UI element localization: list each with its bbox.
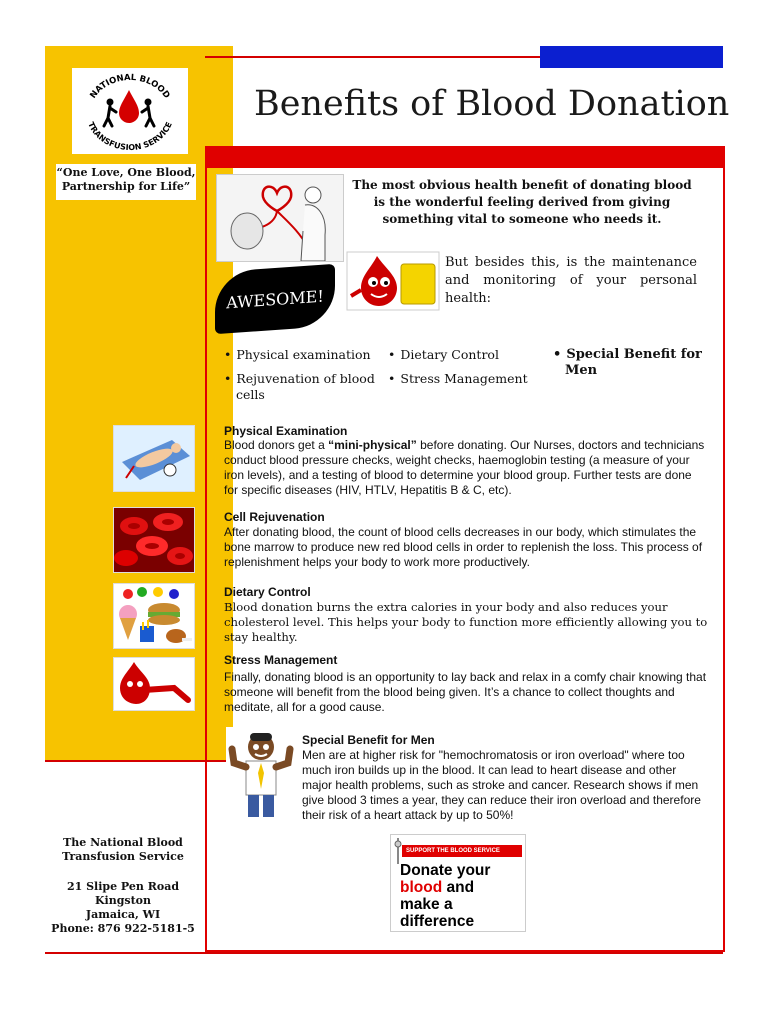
section-physical-text: [224, 438, 708, 498]
bullet-rejuvenation: • Rejuvenation of blood cells: [224, 371, 375, 402]
banner-line1: Donate your: [400, 862, 491, 879]
address-street: 21 Slipe Pen Road: [66, 880, 180, 893]
logo-bottom-text: TRANSFUSION SERVICE: [86, 120, 174, 153]
section-men-text: Men are at higher risk for "hemochromatosis or iron overload" where too much iron builds up in the blood. It can lead to heart disease and other major health problems, such as stroke and cancer. Research shows if men give blood 3 times a year, they can reduce their iron overload and therefore their risk of a heart attack by up to 50%!: [302, 748, 701, 822]
svg-text:TRANSFUSION SERVICE: [86, 121, 174, 152]
logo-top-text: NATIONAL BLOOD: [88, 72, 172, 101]
content-panel-topbar: [205, 146, 723, 168]
address-city: Kingston: [94, 894, 152, 907]
banner-line3: make a: [400, 896, 453, 913]
section-stress-text: Finally, donating blood is an opportunity to lay back and relax in a comfy chair knowing that someone will benefit from the blood being given. It’s a chance to collect thoughts and meditate, all for a good cause.: [224, 670, 707, 714]
tagline-line2: Partnership for Life”: [61, 180, 191, 193]
bullet-dietary-label: Dietary Control: [400, 347, 499, 362]
blue-accent-block: [540, 46, 723, 68]
bullet-physical-label: Physical examination: [236, 347, 371, 362]
blood-drop-mascot-image: [345, 250, 441, 312]
banner-top-strip: SUPPORT THE BLOOD SERVICE: [402, 845, 522, 857]
address-country: Jamaica, WI: [85, 908, 161, 921]
bullet-physical: • Physical examination: [224, 347, 371, 362]
tagline-line1: “One Love, One Blood,: [56, 166, 196, 179]
tagline: [56, 164, 196, 200]
relax-drop-image: [113, 657, 195, 711]
bullet-rejuvenation-label: Rejuvenation of blood cells: [236, 371, 375, 402]
section-stress-heading: Stress Management: [224, 653, 338, 667]
section-dietary-text: Blood donation burns the extra calories in your body and also reduces your cholesterol level. This helps your body to function more efficiently allowing you to stay healthy.: [224, 600, 708, 644]
blood-drop-logo-icon: [72, 68, 188, 154]
org-name-line1: The National Blood: [63, 836, 183, 849]
section-cell-text: After donating blood, the count of blood cells decreases in our body, which stimulates the bone marrow to produce new red blood cells in order to replenish the loss. This process of replenishment helps your body to work more productively.: [224, 525, 703, 569]
nbts-logo: [72, 68, 188, 154]
section-men-heading: Special Benefit for Men: [302, 733, 435, 747]
bullet-dietary: • Dietary Control: [388, 347, 499, 362]
bullet-stress-label: Stress Management: [400, 371, 528, 386]
food-image: [113, 583, 195, 649]
sidebar-divider: [45, 760, 233, 762]
physical-text-end: before donating. Our Nurses, doctors and technicians conduct blood pressure checks, weight checks, haemoglobin testing (a measure of your iron levels), and a testing of blood to determine your blood group. Further tests are done for specific diseases (HIV, HTLV, Hepatitis B & C, etc).: [224, 438, 705, 497]
intro-bold-text: The most obvious health benefit of donating blood is the wonderful feeling derived from giving something vital to someone who needs it.: [352, 178, 692, 226]
org-name-line2: Transfusion Service: [62, 850, 184, 863]
page-title: Benefits of Blood Donation: [254, 84, 730, 124]
address-phone: Phone: 876 922-5181-5: [51, 922, 195, 935]
contact-address: [48, 836, 198, 936]
banner-line2-rest: and: [442, 879, 475, 896]
banner-line2: [400, 879, 522, 896]
section-dietary-heading: Dietary Control: [224, 585, 311, 599]
awesome-badge: AWESOME!: [215, 264, 335, 334]
red-cells-image: [113, 507, 195, 573]
banner-text: [400, 862, 522, 930]
mini-physical-highlight: “mini-physical”: [328, 438, 417, 452]
intro-text: But besides this, is the maintenance and monitoring of your personal health:: [445, 255, 697, 306]
section-cell-heading: Cell Rejuvenation: [224, 510, 325, 524]
banner-line4: difference: [400, 913, 475, 930]
banner-blood-word: blood: [400, 879, 443, 896]
man-flexing-image: [226, 727, 296, 819]
bottom-rule: [45, 952, 723, 954]
examination-image: [113, 425, 195, 492]
bullet-men: • Special Benefit for Men: [553, 347, 702, 378]
bullet-stress: • Stress Management: [388, 371, 528, 386]
bullet-men-label: Special Benefit for Men: [565, 347, 702, 378]
heart-tube-image: [216, 174, 344, 262]
physical-text-start: Blood donors get a: [224, 438, 329, 452]
section-physical-heading: Physical Examination: [224, 424, 348, 438]
